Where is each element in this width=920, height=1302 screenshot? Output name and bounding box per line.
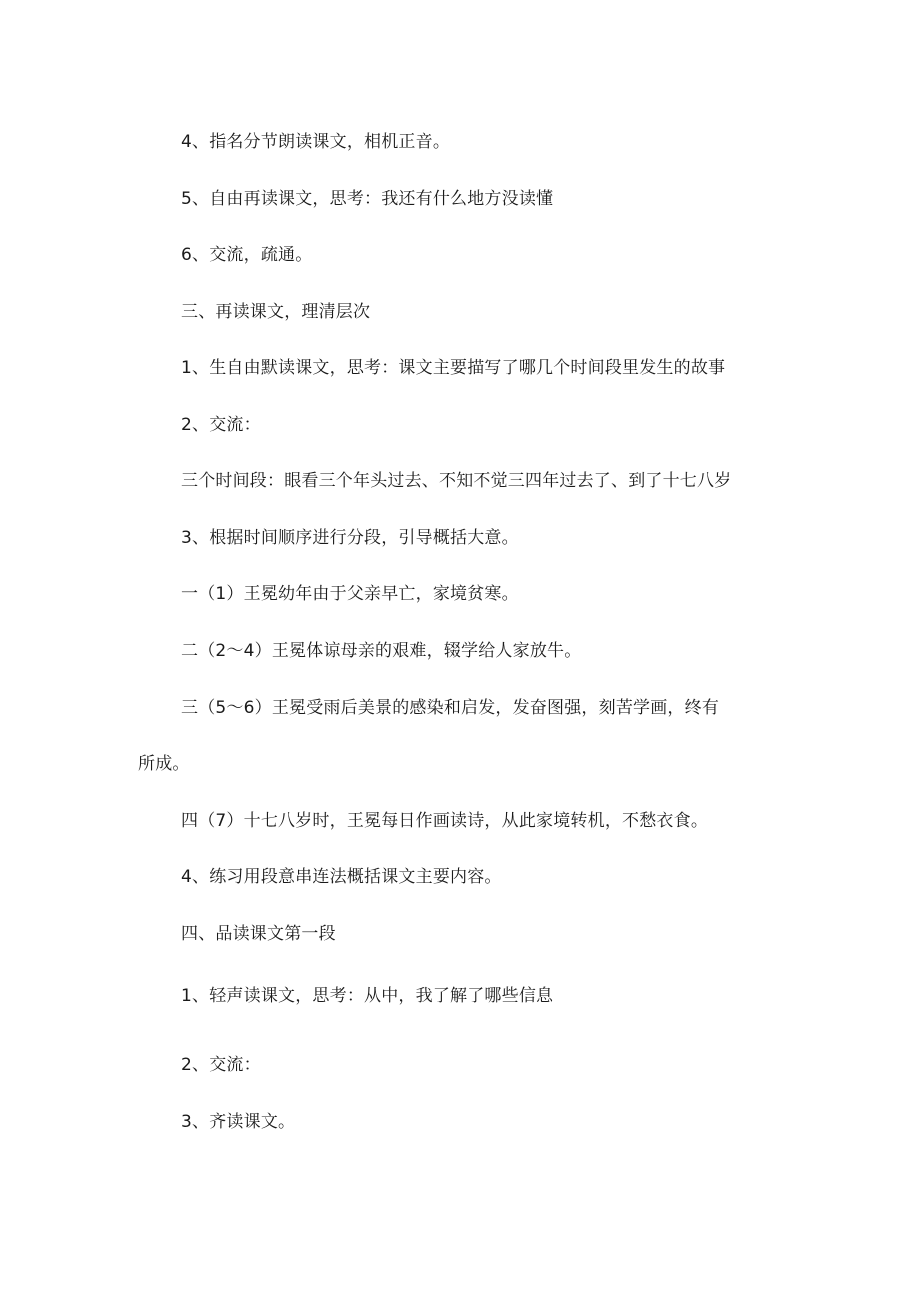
text-line: 一（1）王冕幼年由于父亲早亡，家境贫寒。	[181, 584, 519, 604]
text-line: 3、齐读课文。	[181, 1112, 296, 1132]
text-line: 5、自由再读课文，思考：我还有什么地方没读懂	[181, 189, 554, 209]
text-line: 4、练习用段意串连法概括课文主要内容。	[181, 867, 502, 887]
text-line: 三（5～6）王冕受雨后美景的感染和启发，发奋图强，刻苦学画，终有	[181, 698, 720, 718]
text-line: 2、交流：	[181, 1055, 261, 1075]
text-line: 4、指名分节朗读课文，相机正音。	[181, 132, 451, 152]
text-line: 6、交流，疏通。	[181, 245, 313, 265]
text-line: 二（2～4）王冕体谅母亲的艰难，辍学给人家放牛。	[181, 641, 582, 661]
section-heading: 四、品读课文第一段	[181, 924, 336, 944]
text-line: 3、根据时间顺序进行分段，引导概括大意。	[181, 528, 519, 548]
section-heading: 三、再读课文，理清层次	[181, 302, 371, 322]
text-line-continuation: 所成。	[138, 754, 190, 774]
text-line: 三个时间段：眼看三个年头过去、不知不觉三四年过去了、到了十七八岁	[181, 471, 732, 491]
text-line: 1、生自由默读课文，思考：课文主要描写了哪几个时间段里发生的故事	[181, 358, 726, 378]
text-line: 四（7）十七八岁时，王冕每日作画读诗，从此家境转机，不愁衣食。	[181, 811, 709, 831]
text-line: 2、交流：	[181, 415, 261, 435]
text-line: 1、轻声读课文，思考：从中，我了解了哪些信息	[181, 986, 554, 1006]
